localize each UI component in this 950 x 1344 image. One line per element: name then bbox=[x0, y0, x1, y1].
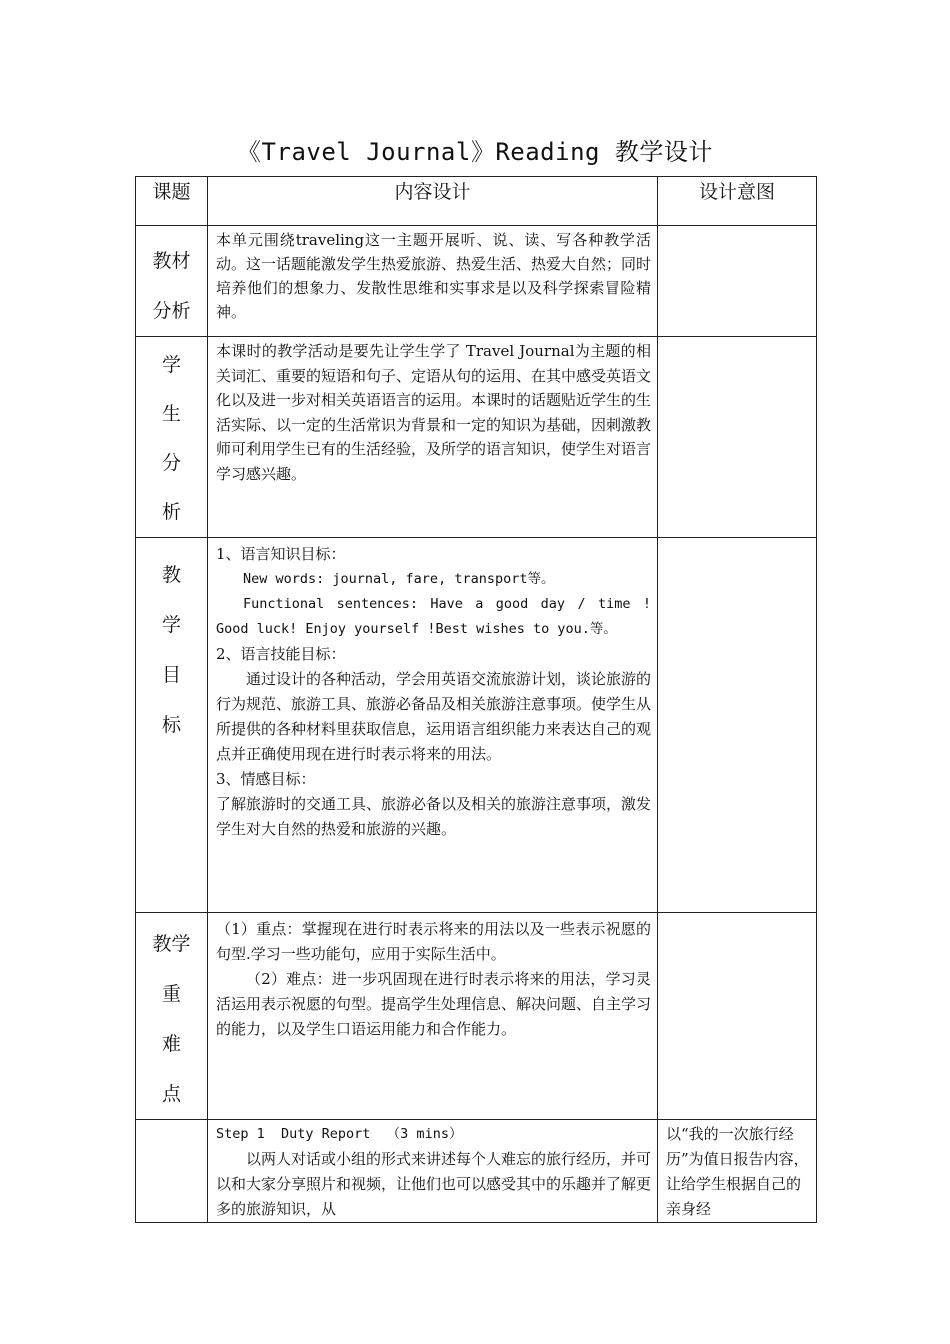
teaching-objectives-intent bbox=[658, 538, 817, 913]
student-analysis-content: 本课时的教学活动是要先让学生学了 Travel Journal为主题的相关词汇、重要的短语和句子、定语从句的运用、在其中感受英语文化以及进一步对相关英语语言的运用。本课时的话题贴近学生的生活实际、以一定的生活常识为背景和一定的知识为基础，因刺激教师可利用学生已有的生活经验，及所学的语言知识，使学生对语言学习感兴趣。 bbox=[208, 337, 658, 538]
row-step-1 bbox=[136, 1120, 817, 1223]
row-student-analysis bbox=[136, 337, 817, 538]
objective-functional-sentences: Functional sentences: Have a good day / time ! Good luck! Enjoy yourself !Best wishes to you.等。 bbox=[216, 596, 651, 637]
textbook-analysis-content: 本单元围绕traveling这一主题开展听、说、读、写各种教学活动。这一话题能激发学生热爱旅游、热爱生活、热爱大自然；同时培养他们的想象力、发散性思维和实事求是以及科学探索冒险精神。 bbox=[208, 226, 658, 337]
difficult-point-text: （2）难点：进一步巩固现在进行时表示将来的用法，学习灵活运用表示祝愿的句型。提高学生处理信息、解决问题、自主学习的能力，以及学生口语运用能力和合作能力。 bbox=[216, 970, 652, 1038]
objective-heading: 3、情感目标： bbox=[216, 770, 316, 788]
objective-skills-text: 通过设计的各种活动，学会用英语交流旅游计划，谈论旅游的行为规范、旅游工具、旅游必备品及相关旅游注意事项。使学生从所提供的各种材料里获取信息，运用语言组织能力来表达自己的观点并正确使用现在进行时表示将来的用法。 bbox=[216, 670, 652, 763]
row-label bbox=[136, 1120, 208, 1223]
step-1-text: 以两人对话或小组的形式来讲述每个人难忘的旅行经历，并可以和大家分享照片和视频，让他们也可以感受其中的乐趣并了解更多的旅游知识，从 bbox=[216, 1150, 652, 1218]
student-analysis-intent bbox=[658, 337, 817, 538]
row-key-difficult-points bbox=[136, 913, 817, 1120]
objective-emotion-text: 了解旅游时的交通工具、旅游必备以及相关的旅游注意事项，激发学生对大自然的热爱和旅游的兴趣。 bbox=[216, 795, 652, 838]
key-point-text: （1）重点：掌握现在进行时表示将来的用法以及一些表示祝愿的句型.学习一些功能句，应用于实际生活中。 bbox=[216, 920, 651, 963]
step-1-content bbox=[208, 1120, 658, 1223]
objective-heading: 1、语言知识目标： bbox=[216, 545, 346, 563]
row-label: 教 学 目 标 bbox=[136, 538, 208, 913]
teaching-objectives-content bbox=[208, 538, 658, 913]
row-textbook-analysis bbox=[136, 226, 817, 337]
header-content-design: 内容设计 bbox=[208, 177, 658, 226]
header-topic: 课题 bbox=[136, 177, 208, 226]
document-title: 《Travel Journal》Reading 教学设计 bbox=[237, 138, 713, 166]
row-label: 教学 重 难 点 bbox=[136, 913, 208, 1120]
step-1-intent: 以“我的一次旅行经历”为值日报告内容，让给学生根据自己的亲身经 bbox=[658, 1120, 817, 1223]
key-difficult-points-content bbox=[208, 913, 658, 1120]
row-label: 学 生 分 析 bbox=[136, 337, 208, 538]
row-label: 教材 分析 bbox=[136, 226, 208, 337]
objective-heading: 2、语言技能目标： bbox=[216, 645, 346, 663]
lesson-plan-table bbox=[135, 176, 817, 1223]
header-design-intent: 设计意图 bbox=[658, 177, 817, 226]
objective-new-words: New words: journal, fare, transport等。 bbox=[243, 571, 555, 587]
key-difficult-points-intent bbox=[658, 913, 817, 1120]
textbook-analysis-intent bbox=[658, 226, 817, 337]
step-1-heading: Step 1 Duty Report （3 mins） bbox=[216, 1126, 463, 1142]
row-teaching-objectives bbox=[136, 538, 817, 913]
table-header-row bbox=[136, 177, 817, 226]
